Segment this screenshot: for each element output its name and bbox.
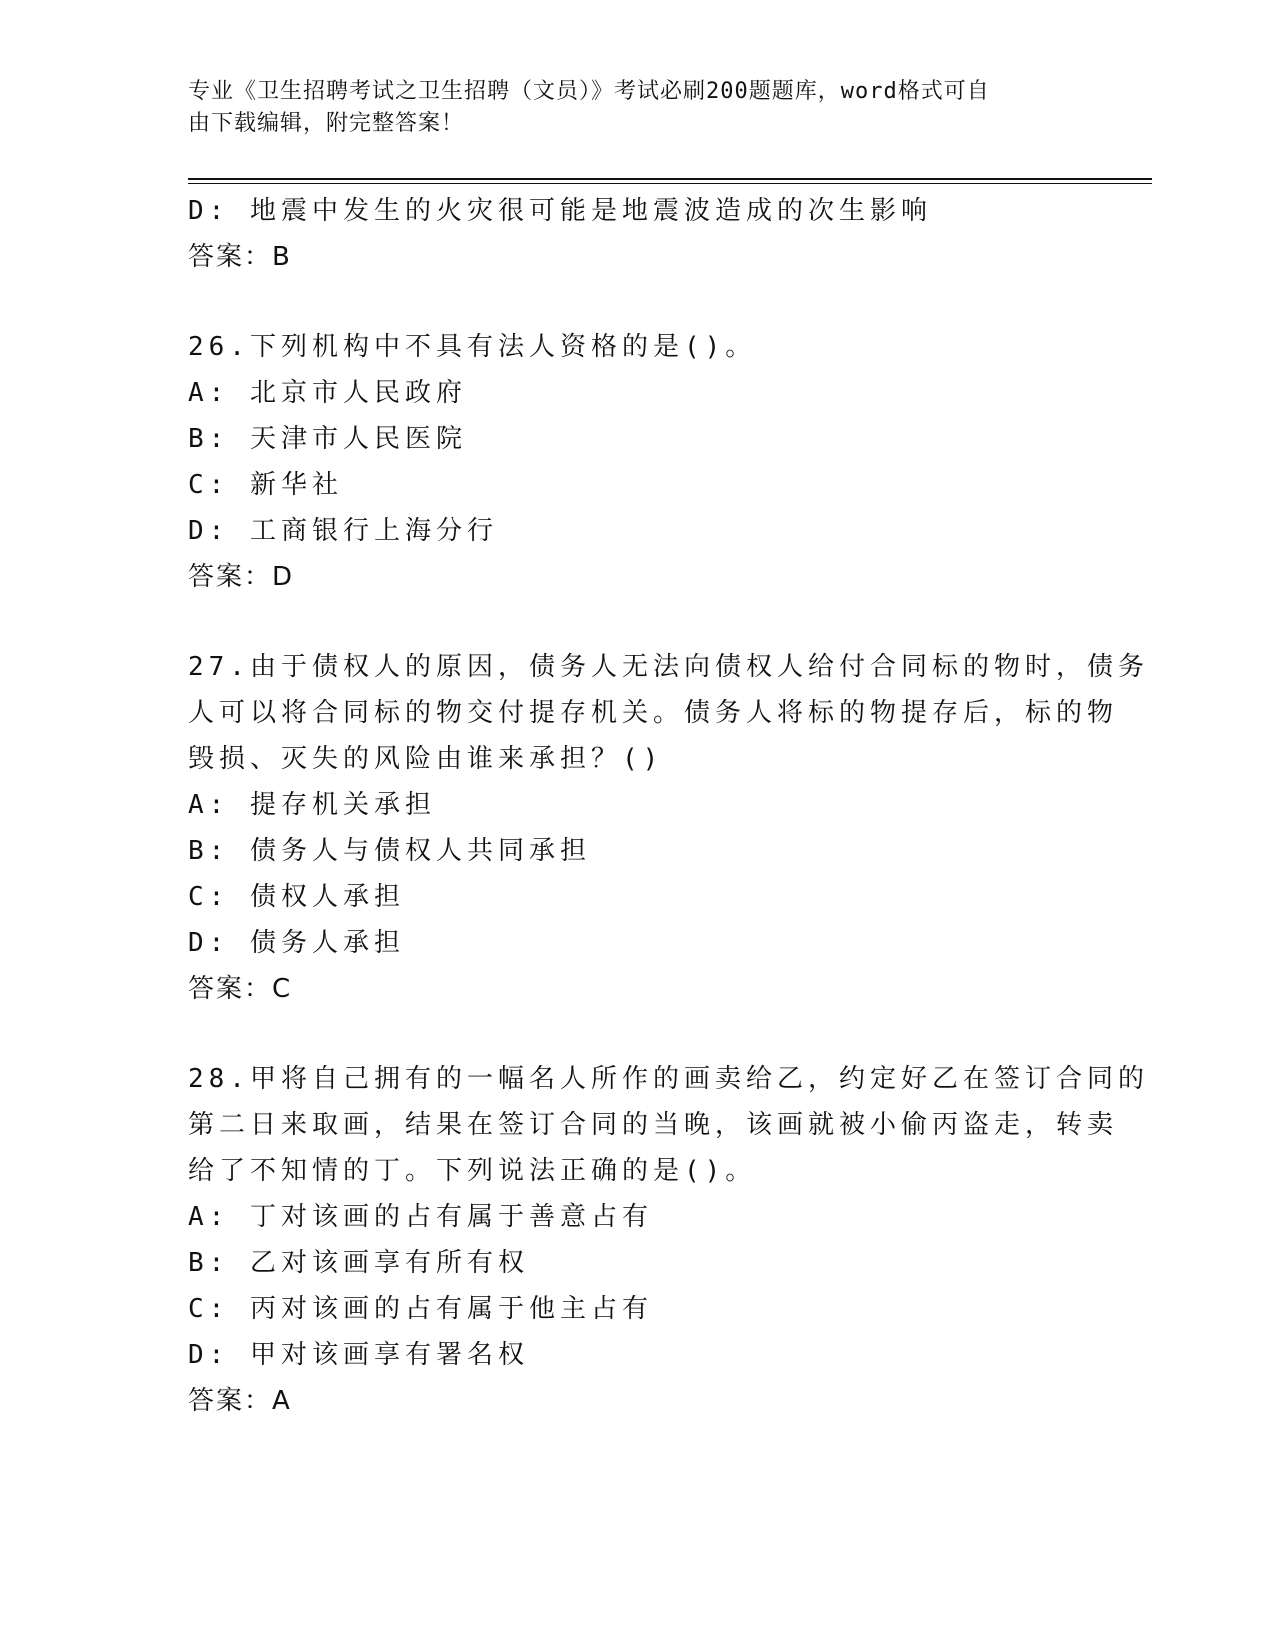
option-b: B: 天津市人民医院 <box>188 424 467 454</box>
option-d: D: 地震中发生的火灾很可能是地震波造成的次生影响 <box>188 196 932 226</box>
previous-question-tail <box>188 188 1088 280</box>
question-stem: 26.下列机构中不具有法人资格的是()。 <box>188 332 757 362</box>
question-28 <box>188 1056 1149 1424</box>
question-stem: 毁损、灭失的风险由谁来承担？() <box>188 744 664 774</box>
question-26 <box>188 324 1088 600</box>
question-stem: 27.由于债权人的原因，债务人无法向债权人给付合同标的物时，债务 <box>188 652 1149 682</box>
option-b: B: 乙对该画享有所有权 <box>188 1248 529 1278</box>
header-line-2: 由下载编辑，附完整答案！ <box>188 111 465 136</box>
question-stem: 给了不知情的丁。下列说法正确的是()。 <box>188 1156 757 1186</box>
answer-line: 答案：A <box>188 1386 292 1416</box>
question-stem: 28.甲将自己拥有的一幅名人所作的画卖给乙，约定好乙在签订合同的 <box>188 1064 1149 1094</box>
option-b: B: 债务人与债权人共同承担 <box>188 836 591 866</box>
answer-line: 答案：C <box>188 974 293 1004</box>
question-list <box>188 188 1149 1424</box>
option-d: D: 债务人承担 <box>188 928 405 958</box>
option-a: A: 丁对该画的占有属于善意占有 <box>188 1202 653 1232</box>
option-d: D: 甲对该画享有署名权 <box>188 1340 529 1370</box>
answer-line: 答案：B <box>188 242 292 272</box>
answer-line: 答案：D <box>188 562 295 592</box>
question-stem: 人可以将合同标的物交付提存机关。债务人将标的物提存后，标的物 <box>188 698 1119 728</box>
option-c: C: 债权人承担 <box>188 882 405 912</box>
header-line-1: 专业《卫生招聘考试之卫生招聘（文员）》考试必刷200题题库，word格式可自 <box>188 79 990 104</box>
option-a: A: 提存机关承担 <box>188 790 436 820</box>
question-27 <box>188 644 1149 1012</box>
option-d: D: 工商银行上海分行 <box>188 516 498 546</box>
option-c: C: 丙对该画的占有属于他主占有 <box>188 1294 653 1324</box>
document-header <box>188 76 1068 140</box>
option-a: A: 北京市人民政府 <box>188 378 467 408</box>
question-stem: 第二日来取画，结果在签订合同的当晚，该画就被小偷丙盗走，转卖 <box>188 1110 1119 1140</box>
option-c: C: 新华社 <box>188 470 343 500</box>
header-divider <box>188 178 1152 184</box>
